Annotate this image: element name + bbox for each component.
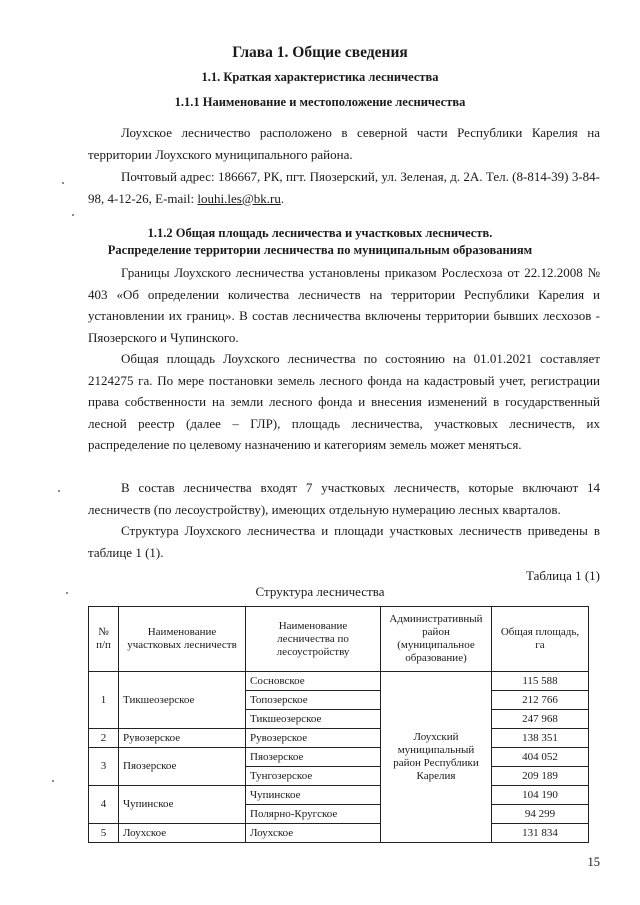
forestry-name: Пяозерское bbox=[246, 748, 381, 767]
section-heading: 1.1. Краткая характеристика лесничества bbox=[201, 70, 439, 84]
forestry-structure-table bbox=[88, 606, 589, 843]
header-area: Общая площадь, га bbox=[492, 607, 589, 672]
paragraph-area: Общая площадь Лоухского лесничества по состоянию на 01.01.2021 составляет 2124275 га. По мере постановки земель лесного фонда на кадастровый учет, регистрации права собственности на земли лесного фонда и внесения изменений в государственный лесной реестр (далее – ГЛР), площадь лесничества, участковых лесничеств, их распределение по целевому назначению и категориям земель может меняться. bbox=[88, 351, 600, 452]
table-header-row bbox=[89, 607, 589, 672]
row-num: 2 bbox=[89, 729, 119, 748]
subsection-heading: 1.1.1 Наименование и местоположение лесничества bbox=[174, 95, 466, 109]
scan-speck bbox=[58, 490, 60, 492]
paragraph-composition: В состав лесничества входят 7 участковых лесничеств, которые включают 14 лесничеств (по лесоустройству), имеющих отдельную нумерацию лесных кварталов. bbox=[88, 480, 600, 517]
area-value: 212 766 bbox=[492, 691, 589, 710]
email-link[interactable]: louhi.les@bk.ru bbox=[197, 190, 281, 206]
forestry-name: Топозерское bbox=[246, 691, 381, 710]
table-row bbox=[89, 786, 589, 805]
forestry-name: Рувозерское bbox=[246, 729, 381, 748]
address-text: Почтовый адрес: 186667, РК, пгт. Пяозерский, ул. Зеленая, д. 2А. Тел. (8-814-39) 3-84-98, 4-12-26, E-mail: bbox=[88, 169, 600, 206]
area-value: 115 588 bbox=[492, 672, 589, 691]
area-value: 104 190 bbox=[492, 786, 589, 805]
district-name: Рувозерское bbox=[119, 729, 246, 748]
chapter-heading: Глава 1. Общие сведения bbox=[232, 44, 408, 61]
row-num: 3 bbox=[89, 748, 119, 786]
scan-speck bbox=[52, 780, 54, 782]
scan-speck bbox=[72, 214, 74, 216]
admin-district: Лоухский муниципальный район Республики Карелия bbox=[381, 672, 492, 843]
area-value: 404 052 bbox=[492, 748, 589, 767]
header-forestry: Наименование лесничества по лесоустройству bbox=[246, 607, 381, 672]
area-value: 131 834 bbox=[492, 824, 589, 843]
area-value: 209 189 bbox=[492, 767, 589, 786]
paragraph-boundaries: Границы Лоухского лесничества установлены приказом Рослесхоза от 22.12.2008 № 403 «Об определении количества лесничеств на территории Республики Карелия и установлении их границ». В состав лесничества включены территории бывших лесхозов - Пяозерского и Чупинского. bbox=[88, 265, 600, 345]
district-name: Тикшеозерское bbox=[119, 672, 246, 729]
table-row bbox=[89, 672, 589, 691]
row-num: 5 bbox=[89, 824, 119, 843]
area-value: 247 968 bbox=[492, 710, 589, 729]
subsection2-heading-line2: Распределение территории лесничества по муниципальным образованиям bbox=[107, 243, 533, 257]
row-num: 4 bbox=[89, 786, 119, 824]
forestry-name: Лоухское bbox=[246, 824, 381, 843]
forestry-name: Тунгозерское bbox=[246, 767, 381, 786]
forestry-name: Сосновское bbox=[246, 672, 381, 691]
paragraph-address bbox=[88, 166, 600, 209]
paragraph-structure: Структура Лоухского лесничества и площади участковых лесничеств приведены в таблице 1 (1). bbox=[88, 523, 600, 560]
address-end: . bbox=[280, 190, 285, 206]
subsection2-heading-line1: 1.1.2 Общая площадь лесничества и участковых лесничеств. bbox=[147, 226, 493, 240]
district-name: Лоухское bbox=[119, 824, 246, 843]
table-title: Структура лесничества bbox=[255, 584, 385, 599]
header-num: № п/п bbox=[89, 607, 119, 672]
paragraph-location: Лоухское лесничество расположено в северной части Республики Карелия на территории Лоухского муниципального района. bbox=[88, 125, 600, 162]
table-row bbox=[89, 748, 589, 767]
table-label: Таблица 1 (1) bbox=[525, 568, 600, 583]
scan-speck bbox=[62, 182, 64, 184]
table-row bbox=[89, 824, 589, 843]
district-name: Чупинское bbox=[119, 786, 246, 824]
forestry-name: Полярно-Кругское bbox=[246, 805, 381, 824]
page-number: 15 bbox=[587, 855, 600, 869]
header-district: Наименование участковых лесничеств bbox=[119, 607, 246, 672]
table-row bbox=[89, 729, 589, 748]
forestry-name: Тикшеозерское bbox=[246, 710, 381, 729]
area-value: 138 351 bbox=[492, 729, 589, 748]
row-num: 1 bbox=[89, 672, 119, 729]
scan-speck bbox=[66, 592, 68, 594]
forestry-name: Чупинское bbox=[246, 786, 381, 805]
area-value: 94 299 bbox=[492, 805, 589, 824]
header-admin: Административный район (муниципальное образование) bbox=[381, 607, 492, 672]
district-name: Пяозерское bbox=[119, 748, 246, 786]
